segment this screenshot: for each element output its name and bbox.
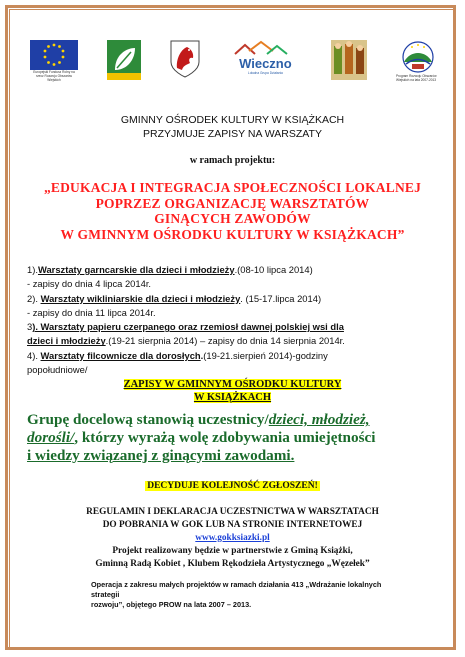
leader-leaf-icon [107, 40, 141, 80]
title-line-2: POPRZEZ ORGANIZACJĘ WARSZTATÓW [95, 195, 370, 211]
order-note-text: DECYDUJE KOLEJNOŚĆ ZGŁOSZEŃ! [147, 481, 318, 491]
wieczno-sub: Lokalna Grupa Działania [247, 71, 283, 75]
list-item: dzieci i młodzieży.(19-21 sierpnia 2014) – zapisy do dnia 14 sierpnia 2014r. [27, 335, 345, 347]
footer-line-1: Operacja z zakresu małych projektów w ramach działania 413 „Wdrażanie lokalnych strategii [91, 580, 382, 599]
list-item: 1).Warsztaty garncarskie dla dzieci i młodzieży.(08-10 lipca 2014) [27, 264, 313, 275]
folk-figures-icon [331, 40, 367, 80]
list-item: popołudniowe/ [27, 364, 88, 376]
workshop-list [27, 263, 437, 377]
list-item: - zapisy do dnia 4 lipca 2014r. [27, 278, 152, 290]
folk-logo [331, 40, 367, 80]
registration-note [0, 379, 465, 404]
workshop-3-title: ). Warsztaty papieru czerpanego oraz rzemiosł dawnej polskiej wsi dla [32, 321, 344, 333]
workshop-4-title: Warsztaty filcownicze dla dorosłych [40, 349, 201, 361]
title-line-4: W GMINNYM OŚRODKU KULTURY W KSIĄŻKACH” [60, 226, 405, 242]
reg-line-4: Gminną Radą Kobiet , Klubem Rękodzieła Artystycznego „Węzełek” [95, 559, 370, 569]
footer-note [91, 580, 391, 610]
coat-of-arms-logo [170, 40, 200, 78]
workshop-2-title: Warsztaty wikliniarskie dla dzieci i młodzieży [40, 292, 241, 304]
logo-row [30, 40, 440, 90]
project-label: w ramach projektu: [189, 155, 276, 166]
reg-line-1: REGULAMIN I DEKLARACJA UCZESTNICTWA W WARSZTATACH [86, 507, 379, 517]
list-item: 4). Warsztaty filcownicze dla dorosłych.(19-21.sierpień 2014)-godziny [27, 349, 328, 361]
prow-caption: Program Rozwoju Obszarów Wiejskich na lata 2007-2013 [395, 74, 437, 82]
regulations [0, 506, 465, 571]
eu-caption: Europejski Fundusz Rolny na rzecz Rozwoju Obszarów Wiejskich [33, 70, 75, 82]
project-title [0, 180, 465, 242]
eu-logo [30, 40, 78, 82]
list-item: - zapisy do dnia 11 lipca 2014r. [27, 306, 156, 318]
title-line-1: „EDUKACJA I INTEGRACJA SPOŁECZNOŚCI LOKALNEJ [43, 180, 422, 195]
workshop-1-title: Warsztaty garncarskie dla dzieci i młodzieży [37, 264, 235, 275]
header [0, 113, 465, 141]
zapisy-line-1: ZAPISY W GMINNYM OŚRODKU KULTURY [123, 379, 342, 390]
prow-logo [396, 40, 440, 83]
order-note [0, 481, 465, 491]
website-link[interactable]: www.gokksiazki.pl [195, 533, 270, 543]
header-line-2: PRZYJMUJE ZAPISY NA WARSZATY [143, 128, 322, 140]
griffin-shield-icon [170, 40, 200, 78]
leader-logo [107, 40, 141, 80]
target-group: Grupę docelową stanowią uczestnicy/dzieci, młodzież, dorośli/, którzy wyrażą wolę zdobywania umiejętności i wiedzy związanej z ginącymi zawodami. [27, 411, 376, 464]
list-item: 3). Warsztaty papieru czerpanego oraz rzemiosł dawnej polskiej wsi dla [27, 321, 344, 333]
reg-line-3: Projekt realizowany będzie w partnerstwie z Gminą Książki, [112, 546, 353, 556]
prow-emblem-icon [396, 40, 440, 74]
list-item: 2). Warsztaty wikliniarskie dla dzieci i młodzieży. (15-17.lipca 2014) [27, 292, 322, 304]
zapisy-line-2: W KSIĄŻKACH [193, 391, 272, 403]
wieczno-logo [228, 40, 302, 76]
footer-line-2: rozwoju”, objętego PROW na lata 2007 – 2013. [91, 600, 252, 609]
workshop-3-title-cont: dzieci i młodzieży [27, 335, 106, 347]
reg-line-2: DO POBRANIA W GOK LUB NA STRONIE INTERNETOWEJ [102, 520, 363, 530]
wieczno-name: Wieczno [239, 56, 292, 71]
eu-flag-icon [30, 40, 78, 70]
title-line-3: GINĄCYCH ZAWODÓW [154, 211, 311, 226]
header-line-1: GMINNY OŚRODEK KULTURY W KSIĄŻKACH [120, 114, 345, 126]
